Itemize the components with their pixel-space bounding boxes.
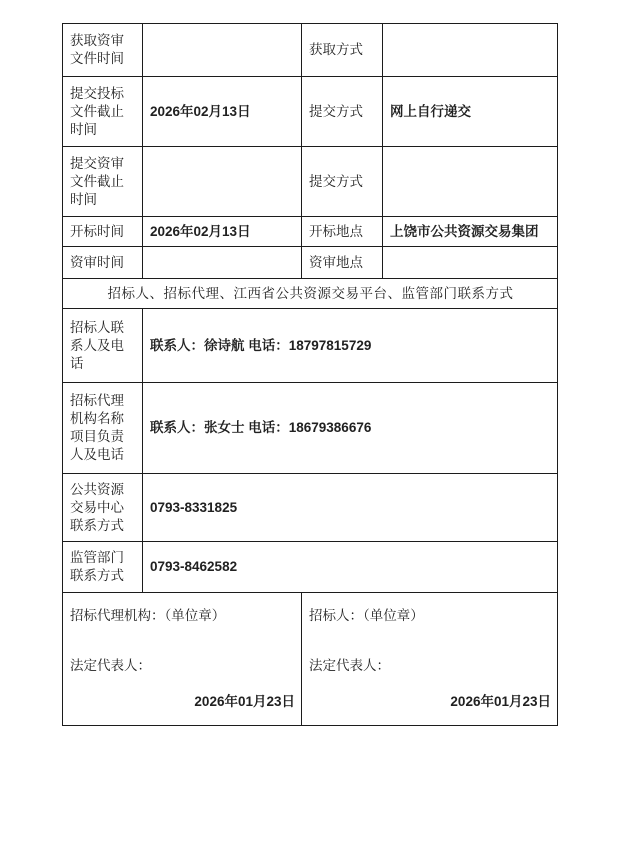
row-label: 招标代理机构名称项目负责人及电话 (63, 383, 143, 474)
row-value: 联系人：张女士 电话：18679386676 (143, 383, 558, 474)
row-value (383, 147, 558, 217)
row-label: 开标时间 (63, 217, 143, 247)
row-label: 获取方式 (302, 24, 383, 77)
row-label: 资审时间 (63, 247, 143, 279)
tender-info-table (62, 23, 558, 726)
row-label: 开标地点 (302, 217, 383, 247)
table-row (63, 474, 558, 542)
table-row (63, 383, 558, 474)
table-row (63, 24, 558, 77)
signature-date: 2026年01月23日 (194, 694, 295, 709)
table-row (63, 147, 558, 217)
legal-rep-label: 法定代表人： (309, 658, 390, 673)
legal-rep-label: 法定代表人： (70, 658, 151, 673)
table-row (63, 77, 558, 147)
row-value: 2026年02月13日 (143, 217, 302, 247)
row-label: 获取资审文件时间 (63, 24, 143, 77)
row-value: 2026年02月13日 (143, 77, 302, 147)
row-label: 资审地点 (302, 247, 383, 279)
agency-seal-label: 招标代理机构：（单位章） (70, 608, 226, 623)
row-value (383, 24, 558, 77)
tenderer-seal-label: 招标人：（单位章） (309, 608, 424, 623)
row-value (143, 247, 302, 279)
row-label: 公共资源交易中心联系方式 (63, 474, 143, 542)
signature-left-cell (63, 593, 302, 726)
row-value: 0793-8462582 (143, 542, 558, 593)
row-value (383, 247, 558, 279)
row-value (143, 24, 302, 77)
row-value: 网上自行递交 (383, 77, 558, 147)
row-label: 提交方式 (302, 147, 383, 217)
section-header: 招标人、招标代理、江西省公共资源交易平台、监管部门联系方式 (63, 279, 558, 309)
row-label: 提交投标文件截止时间 (63, 77, 143, 147)
signature-right-cell (302, 593, 558, 726)
row-value: 联系人：徐诗航 电话：18797815729 (143, 309, 558, 383)
row-label: 提交方式 (302, 77, 383, 147)
row-label: 监管部门联系方式 (63, 542, 143, 593)
row-label: 招标人联系人及电话 (63, 309, 143, 383)
row-value: 0793-8331825 (143, 474, 558, 542)
table-row (63, 542, 558, 593)
row-value: 上饶市公共资源交易集团 (383, 217, 558, 247)
signature-row (63, 593, 558, 726)
signature-date: 2026年01月23日 (450, 694, 551, 709)
table-row (63, 309, 558, 383)
table-row (63, 247, 558, 279)
table-row (63, 217, 558, 247)
row-label: 提交资审文件截止时间 (63, 147, 143, 217)
row-value (143, 147, 302, 217)
section-header-row (63, 279, 558, 309)
